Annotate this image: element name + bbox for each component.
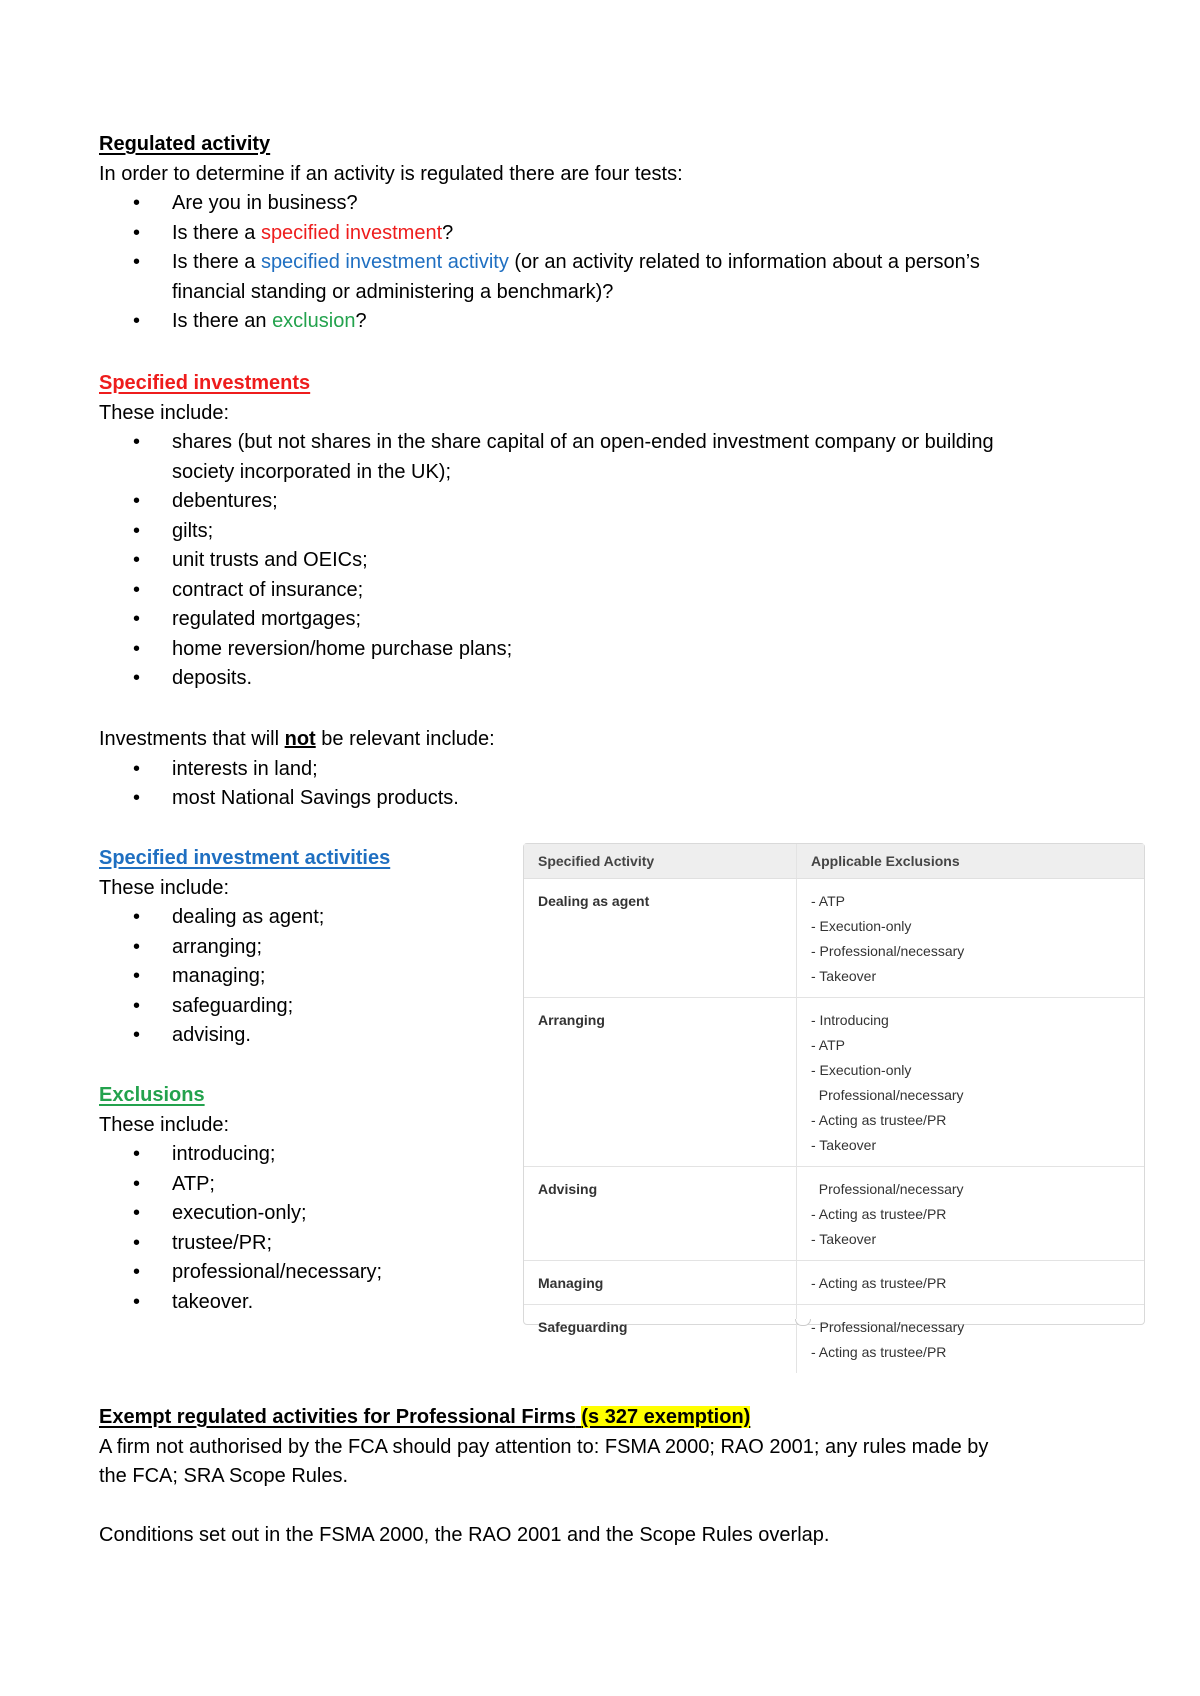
table-row — [524, 879, 1144, 998]
tests-list — [99, 189, 980, 337]
list-item: • dealing as agent; — [133, 906, 325, 928]
exclusions-intro: These include: — [99, 1113, 230, 1136]
specified-investments-list — [99, 428, 994, 694]
list-item: • Is there an exclusion? — [133, 310, 367, 332]
regulated-activity-heading: Regulated activity — [99, 133, 271, 155]
specified-investments-intro: These include: — [99, 401, 230, 424]
list-item: • regulated mortgages; — [133, 608, 362, 630]
list-item: • debentures; — [133, 490, 278, 512]
table-row — [524, 1167, 1144, 1261]
list-item: • professional/necessary; — [133, 1261, 383, 1283]
activities-intro: These include: — [99, 876, 230, 899]
not-relevant-list — [99, 755, 495, 814]
list-item: • safeguarding; — [133, 994, 294, 1017]
table-cell-exclusions: Professional/necessary - Acting as trustee/PR - Takeover — [797, 1167, 1145, 1261]
exclusions-heading: Exclusions — [99, 1084, 205, 1106]
exclusions-list — [99, 1140, 382, 1317]
list-item: • home reversion/home purchase plans; — [133, 637, 513, 660]
specified-investments-heading: Specified investments — [99, 372, 311, 394]
list-item: • arranging; — [133, 935, 263, 958]
table-cell-exclusions: - Acting as trustee/PR — [797, 1261, 1145, 1305]
table-cell-activity: Managing — [524, 1261, 797, 1305]
exempt-heading: Exempt regulated activities for Professional Firms (s 327 exemption) — [99, 1406, 751, 1428]
list-item: • Is there a specified investment activity (or an activity related to information about a person’s financial standing or administering a benchmark)? — [133, 251, 980, 303]
exempt-heading-highlight: (s 327 exemption) — [581, 1406, 751, 1428]
table-cell-activity: Arranging — [524, 998, 797, 1167]
table-cell-activity: Dealing as agent — [524, 879, 797, 998]
list-item: • contract of insurance; — [133, 578, 364, 601]
list-item: • gilts; — [133, 519, 214, 542]
exempt-paragraph-1: A firm not authorised by the FCA should pay attention to: FSMA 2000; RAO 2001; any rules made by the FCA; SRA Scope Rules. — [99, 1435, 989, 1487]
list-item: • ATP; — [133, 1172, 215, 1195]
table-row — [524, 998, 1144, 1167]
list-item: • takeover. — [133, 1290, 254, 1313]
list-item: • unit trusts and OEICs; — [133, 549, 368, 571]
list-item: • Are you in business? — [133, 192, 358, 214]
table-cell-exclusions: - Professional/necessary - Acting as trustee/PR — [797, 1305, 1145, 1374]
table-header-row — [524, 844, 1144, 879]
list-item: • interests in land; — [133, 757, 318, 780]
table-header-activity: Specified Activity — [524, 844, 797, 879]
activities-heading: Specified investment activities — [99, 847, 391, 869]
table-cell-activity: Safeguarding — [538, 1319, 628, 1335]
table-cell-exclusions: - ATP - Execution-only - Professional/necessary - Takeover — [797, 879, 1145, 998]
activities-list — [99, 903, 390, 1051]
list-item: • shares (but not shares in the share capital of an open-ended investment company or building society incorporated in the UK); — [133, 431, 994, 483]
activities-section — [99, 844, 390, 1051]
list-item: • most National Savings products. — [133, 787, 459, 809]
specified-investment-term: specified investment — [260, 221, 443, 244]
list-item: • trustee/PR; — [133, 1231, 273, 1254]
list-item: • Is there a specified investment? — [133, 221, 454, 244]
table-row — [524, 1305, 1144, 1374]
specified-investment-activity-term: specified investment activity — [260, 251, 509, 273]
regulated-activity-section — [99, 130, 980, 337]
table-cell-exclusions: - Introducing - ATP - Execution-only Professional/necessary - Acting as trustee/PR - Takeover — [797, 998, 1145, 1167]
table-cell-activity: Advising — [524, 1167, 797, 1261]
list-item: • execution-only; — [133, 1202, 307, 1224]
activities-exclusions-table — [523, 843, 1145, 1360]
not-relevant-intro: Investments that will not be relevant include: — [99, 728, 495, 750]
table-row — [524, 1261, 1144, 1305]
not-relevant-section — [99, 725, 495, 814]
exempt-paragraph-2: Conditions set out in the FSMA 2000, the RAO 2001 and the Scope Rules overlap. — [99, 1524, 830, 1546]
list-item: • managing; — [133, 965, 266, 987]
list-item: • advising. — [133, 1024, 251, 1046]
regulated-activity-intro: In order to determine if an activity is regulated there are four tests: — [99, 162, 683, 185]
table-header-exclusions: Applicable Exclusions — [797, 844, 1145, 879]
exempt-section — [99, 1403, 1119, 1551]
list-item: • deposits. — [133, 667, 253, 689]
list-item: • introducing; — [133, 1143, 276, 1165]
exclusion-term: exclusion — [272, 310, 356, 332]
exclusions-section — [99, 1081, 382, 1317]
specified-investments-section — [99, 369, 994, 694]
